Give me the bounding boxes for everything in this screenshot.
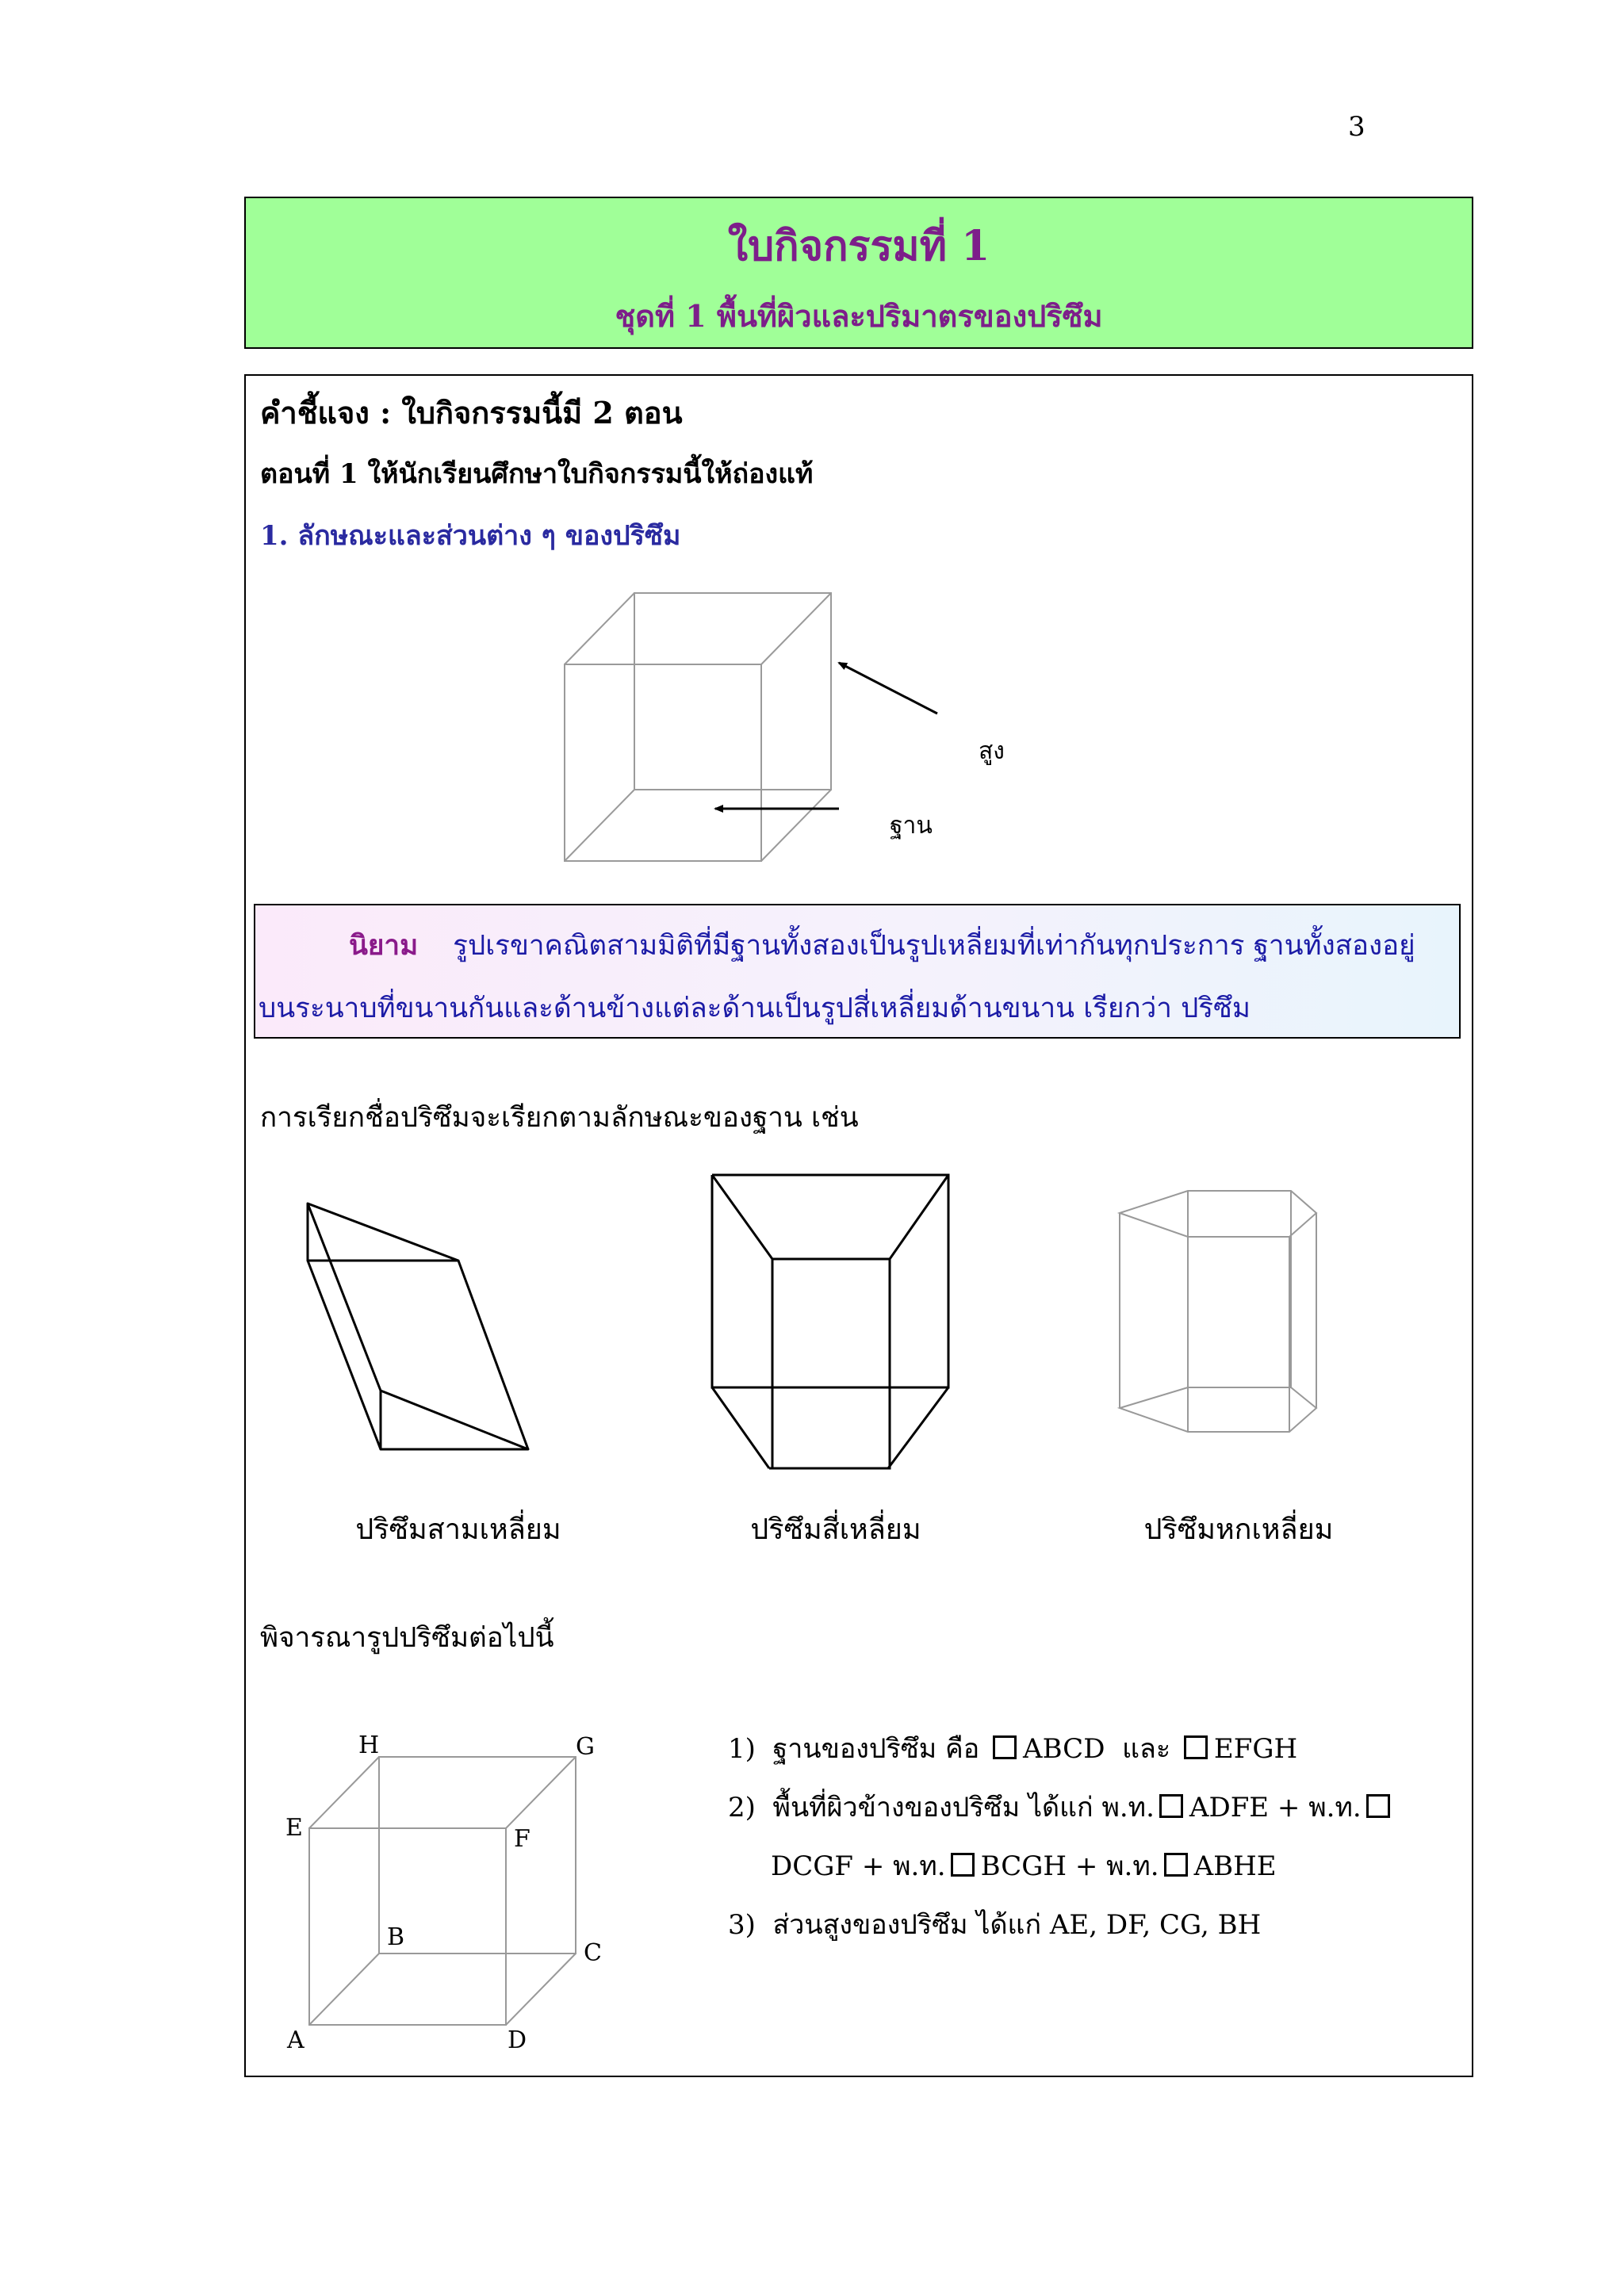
consider-text: พิจารณารูปปริซึมต่อไปนี้ [260, 1622, 554, 1654]
definition-text-1: รูปเรขาคณิตสามมิติที่มีฐานทั้งสองเป็นรูปเหลี่ยมที่เท่ากันทุกประการ ฐานทั้งสองอยู่ [453, 930, 1415, 962]
vertex-label-B: B [387, 1923, 405, 1951]
square-symbol-icon [951, 1853, 975, 1877]
height-label: สูง [979, 737, 1005, 765]
part1-instruction: ตอนที่ 1 ให้นักเรียนศึกษาใบกิจกรรมนี้ให้ถ่องแท้ [260, 458, 814, 490]
caption-rectangular-prism: ปริซึมสี่เหลี่ยม [750, 1513, 921, 1546]
property-item-2: 2) พื้นที่ผิวข้างของปริซึม ได้แก่ พ.ท. ADFE + พ.ท. [728, 1785, 1396, 1828]
rectangular-prism [712, 1175, 948, 1468]
labeled-cube [309, 1757, 576, 2025]
square-symbol-icon [1159, 1794, 1183, 1818]
vertex-label-G: G [576, 1733, 595, 1761]
hexagonal-prism [1120, 1191, 1316, 1432]
property-item-3: 3) ส่วนสูงของปริซึม ได้แก่ AE, DF, CG, BH [728, 1909, 1262, 1941]
definition-line1 [349, 924, 1415, 967]
header-title: ใบกิจกรรมที่ 1 [727, 222, 990, 270]
cube-diagram [565, 593, 831, 861]
square-symbol-icon [1164, 1853, 1188, 1877]
square-symbol-icon [993, 1735, 1017, 1759]
vertex-label-H: H [358, 1732, 380, 1759]
page-number: 3 [1348, 111, 1365, 143]
height-arrow [839, 663, 937, 714]
naming-text: การเรียกชื่อปริซึมจะเรียกตามลักษณะของฐาน เช่น [260, 1102, 859, 1134]
section-heading: 1. ลักษณะและส่วนต่าง ๆ ของปริซึม [260, 520, 681, 552]
caption-triangular-prism: ปริซึมสามเหลี่ยม [355, 1513, 561, 1546]
triangular-prism [308, 1203, 528, 1449]
vertex-label-C: C [584, 1939, 602, 1967]
square-symbol-icon [1366, 1794, 1390, 1818]
vertex-label-D: D [508, 2026, 527, 2054]
definition-term: นิยาม [349, 929, 419, 962]
cube-edge [761, 593, 831, 664]
property-item-1: 1) ฐานของปริซึม คือ ABCD และ EFGH [728, 1733, 1298, 1765]
cube-edge [565, 593, 634, 664]
square-symbol-icon [1184, 1735, 1208, 1759]
instruction: คำชี้แจง : ใบกิจกรรมนี้มี 2 ตอน [260, 395, 683, 430]
caption-hexagonal-prism: ปริซึมหกเหลี่ยม [1143, 1513, 1334, 1546]
vertex-label-E: E [285, 1814, 303, 1842]
header-subtitle: ชุดที่ 1 พื้นที่ผิวและปริมาตรของปริซึม [615, 298, 1103, 334]
base-label: ฐาน [890, 812, 933, 840]
vertex-label-A: A [287, 2026, 304, 2054]
cube-edge [565, 790, 634, 861]
cube-edge [761, 790, 831, 861]
vertex-label-F: F [514, 1825, 530, 1853]
definition-line2: บนระนาบที่ขนานกันและด้านข้างแต่ละด้านเป็นรูปสี่เหลี่ยมด้านขนาน เรียกว่า ปริซึม [259, 993, 1251, 1024]
property-item-2-cont: DCGF + พ.ท. BCGH + พ.ท. ABHE [771, 1850, 1277, 1882]
